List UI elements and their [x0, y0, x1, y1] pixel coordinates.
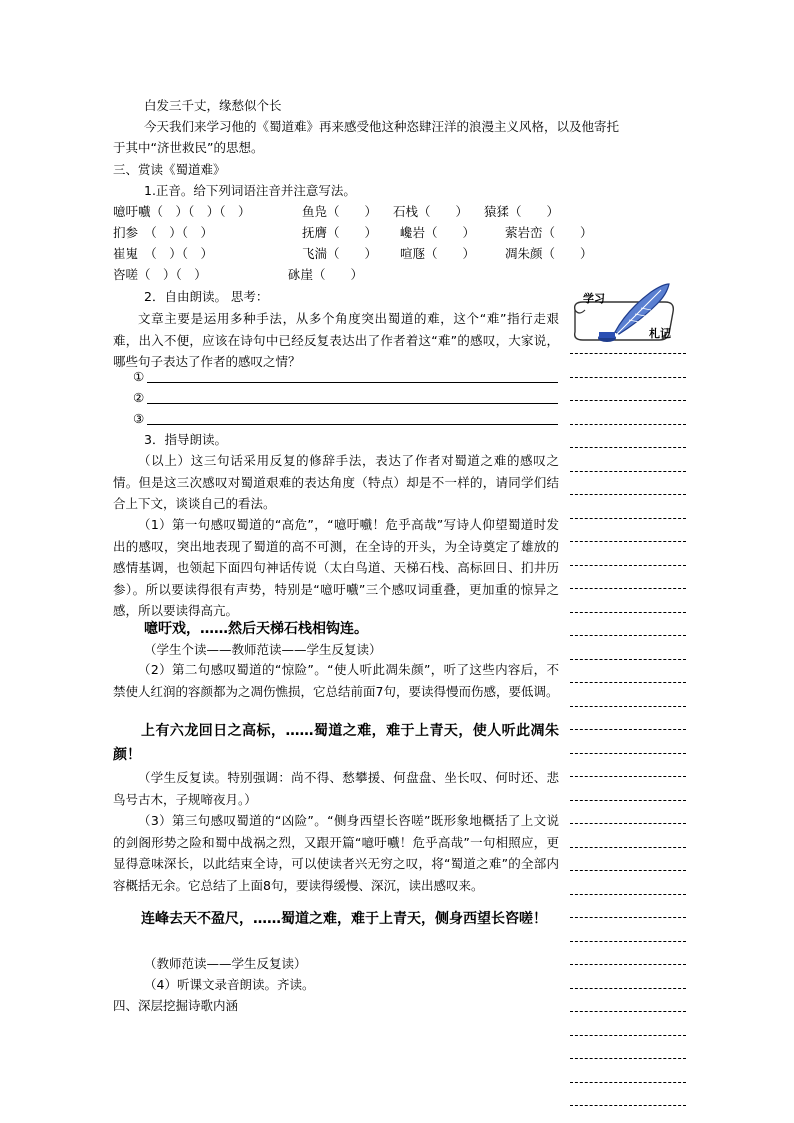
pinyin-item: 咨嗟（ ）（ ） [113, 267, 207, 282]
note-line[interactable] [570, 917, 686, 918]
note-line[interactable] [570, 1058, 686, 1059]
note-line[interactable] [570, 565, 686, 566]
note-line[interactable] [570, 635, 686, 636]
note-line[interactable] [570, 541, 686, 542]
note-line[interactable] [570, 353, 686, 354]
pinyin-item: 抚膺（ ） [302, 225, 378, 240]
note-line[interactable] [570, 800, 686, 801]
pinyin-item: 崔嵬 （ ）（ ） [113, 246, 214, 261]
paragraph-point-3: （3）第三句感叹蜀道的“凶险”。“侧身西望长咨嗟”既形象地概括了上文说的剑阁形势之险和蜀中战祸之烈，又跟开篇“噫吁嚱！危乎高哉”一句相照应，更显得意味深长，以此结束全诗，可以使读者兴无穷之叹，将“蜀道之难”的全部内容概括无余。它总结了上面8句，要读得缓慢、深沉，读出感叹来。 [113, 813, 559, 893]
note-line[interactable] [570, 659, 686, 660]
pinyin-item: 鱼凫（ ） [302, 204, 378, 219]
note-line[interactable] [570, 1035, 686, 1036]
note-line[interactable] [570, 494, 686, 495]
note-line[interactable] [570, 988, 686, 989]
answer-line[interactable] [147, 403, 558, 404]
pinyin-item: 猿猱（ ） [484, 204, 560, 219]
note-line[interactable] [570, 870, 686, 871]
note-line[interactable] [570, 706, 686, 707]
intro-line: 今天我们来学习他的《蜀道难》再来感受他这种恣肆汪洋的浪漫主义风格，以及他寄托 [144, 119, 620, 134]
note-line[interactable] [570, 1082, 686, 1083]
note-line[interactable] [570, 588, 686, 589]
quoted-verse-2: 上有六龙回日之高标，……蜀道之难，难于上青天，使人听此凋朱颜！ [113, 723, 559, 763]
note-line[interactable] [570, 964, 686, 965]
paragraph-point-2: （2）第二句感叹蜀道的“惊险”。“使人听此凋朱颜”，听了这些内容后，不禁使人红润的容颜都为之凋伤憔损，它总结前面7句，要读得慢而伤感，要低调。 [113, 662, 559, 699]
note-line[interactable] [570, 471, 686, 472]
pinyin-item: 巉岩（ ） [400, 225, 476, 240]
paragraph-emphasis: （学生反复读。特别强调：尚不得、愁攀援、何盘盘、坐长叹、何时还、悲鸟号古木，子规啼夜月。） [113, 770, 559, 807]
task-pronunciation: 1.正音。给下列词语注音并注意写法。 [144, 183, 356, 198]
feather-scroll-icon [569, 280, 687, 348]
answer-marker: ① [133, 369, 145, 384]
note-line[interactable] [570, 682, 686, 683]
note-line[interactable] [570, 823, 686, 824]
task-free-reading: 2．自由朗读。 思考： [144, 289, 269, 304]
note-line[interactable] [570, 424, 686, 425]
answer-marker: ③ [133, 411, 145, 426]
pinyin-item: 喧豗（ ） [400, 246, 476, 261]
note-line[interactable] [570, 729, 686, 730]
note-line[interactable] [570, 1011, 686, 1012]
paragraph-question: 文章主要是运用多种手法，从多个角度突出蜀道的难，这个“难”指行走艰难，出入不便，应该在诗句中已经反复表达出了作者着这“难”的感叹，大家说，哪些句子表达了作者的感叹之情？ [113, 311, 559, 369]
quoted-verse-3: 连峰去天不盈尺，……蜀道之难，难于上青天，侧身西望长咨嗟！ [141, 911, 547, 927]
pinyin-item: 石栈（ ） [393, 204, 469, 219]
logo-text-top: 学习 [583, 292, 605, 305]
task-guided-reading: 3．指导朗读。 [144, 432, 227, 447]
reading-order-3: （教师范读——学生反复读） [144, 956, 307, 971]
note-line[interactable] [570, 377, 686, 378]
study-notes-logo [569, 280, 687, 348]
note-line[interactable] [570, 894, 686, 895]
pinyin-item: 萦岩峦（ ） [505, 225, 593, 240]
quoted-verse-1: 噫吁戏，……然后天梯石栈相钩连。 [144, 621, 368, 637]
note-line[interactable] [570, 518, 686, 519]
pinyin-item: 噫吁嚱（ ）（ ）（ ） [113, 204, 251, 219]
logo-text-bottom: 札记 [649, 327, 671, 340]
note-line[interactable] [570, 776, 686, 777]
intro-line-cont: 于其中“济世救民”的思想。 [113, 140, 264, 155]
pinyin-item: 飞湍（ ） [302, 246, 378, 261]
poem-line: 白发三千丈，缘愁似个长 [144, 98, 282, 113]
answer-marker: ② [133, 390, 145, 405]
pinyin-item: 凋朱颜（ ） [505, 246, 593, 261]
paragraph-analysis: （以上）这三句话采用反复的修辞手法，表达了作者对蜀道之难的感叹之情。但是这三次感叹对蜀道艰难的表达角度（特点）却是不一样的，请同学们结合上下文，谈谈自己的看法。 [113, 453, 559, 511]
note-line[interactable] [570, 447, 686, 448]
section-heading-3: 三、赏读《蜀道难》 [113, 162, 226, 177]
note-line[interactable] [570, 753, 686, 754]
task-recording: （4）听课文录音朗读。齐读。 [144, 977, 315, 992]
answer-line[interactable] [147, 382, 558, 383]
pinyin-item: 砯崖（ ） [288, 267, 364, 282]
note-line[interactable] [570, 612, 686, 613]
paragraph-point-1: （1）第一句感叹蜀道的“高危”，“噫吁嚱！危乎高哉”写诗人仰望蜀道时发出的感叹，突出地表现了蜀道的高不可测，在全诗的开头，为全诗奠定了雄放的感情基调，也领起下面四句神话传说（太白鸟道、天梯石栈、高标回日、扪井历参）。所以要读得很有声势，特别是“噫吁嚱”三个感叹词重叠，更加重的惊异之感，所以要读得高亢。 [113, 517, 559, 618]
note-line[interactable] [570, 1105, 686, 1106]
reading-order-1: （学生个读——教师范读——学生反复读） [144, 642, 382, 657]
note-line[interactable] [570, 400, 686, 401]
answer-line[interactable] [147, 424, 558, 425]
note-line[interactable] [570, 941, 686, 942]
section-heading-4: 四、深层挖掘诗歌内涵 [113, 998, 239, 1013]
note-line[interactable] [570, 847, 686, 848]
pinyin-item: 扪参 （ ）（ ） [113, 225, 214, 240]
